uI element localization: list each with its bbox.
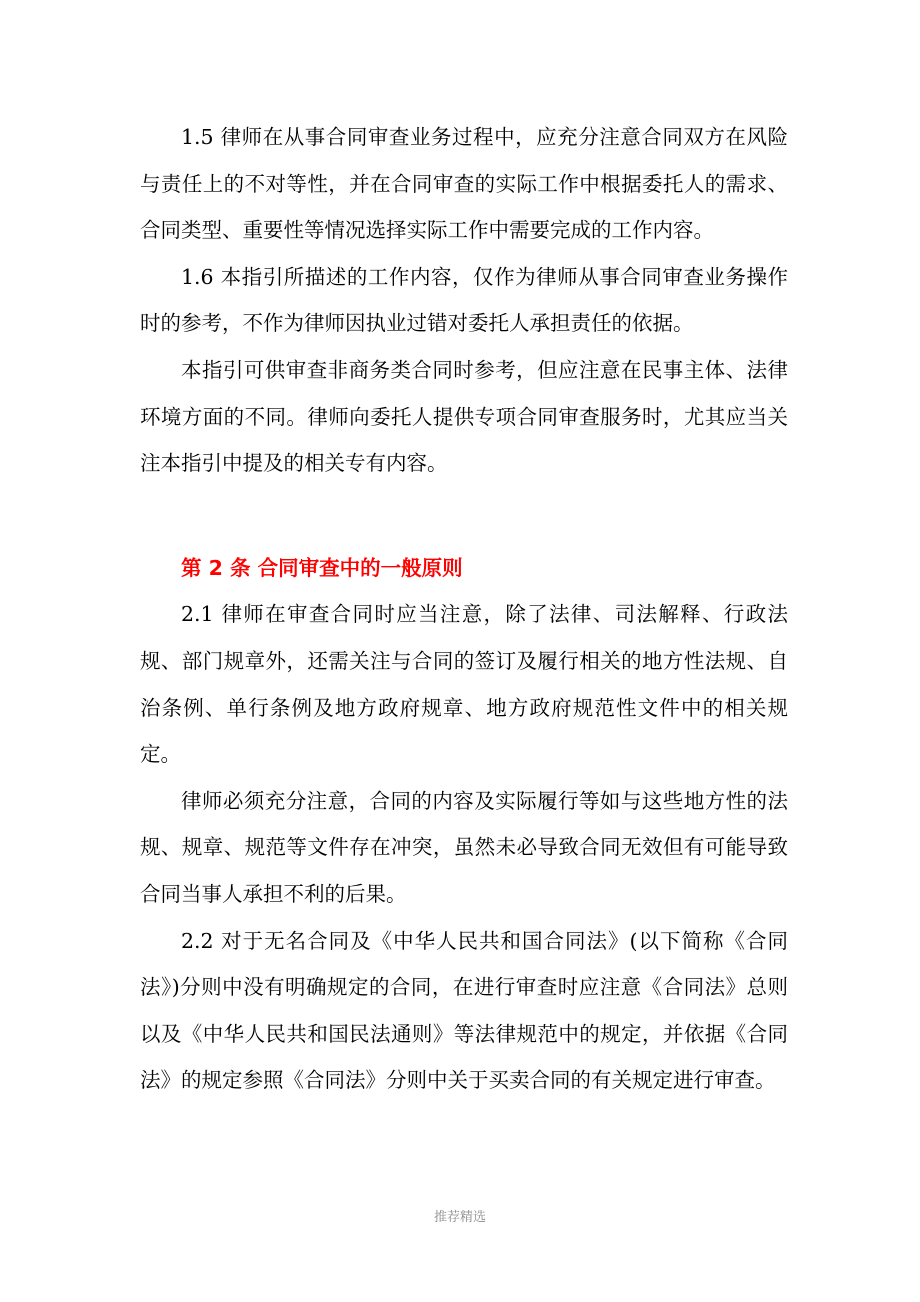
paragraph-1-5: 1.5 律师在从事合同审查业务过程中，应充分注意合同双方在风险与责任上的不对等性，并在合同审查的实际工作中根据委托人的需求、合同类型、重要性等情况选择实际工作中需要完成的工作内容。	[140, 125, 788, 243]
paragraph-local-regulations-note: 律师必须充分注意，合同的内容及实际履行等如与这些地方性的法规、规章、规范等文件存在冲突，虽然未必导致合同无效但有可能导致合同当事人承担不利的后果。	[140, 788, 788, 906]
document-body	[140, 114, 788, 1104]
paragraph-2-2: 2.2 对于无名合同及《中华人民共和国合同法》(以下简称《合同法》)分则中没有明确规定的合同，在进行审查时应注意《合同法》总则以及《中华人民共和国民法通则》等法律规范中的规定，并依据《合同法》的规定参照《合同法》分则中关于买卖合同的有关规定进行审查。	[140, 928, 788, 1093]
section-heading-article-2: 第 2 条 合同审查中的一般原则	[181, 555, 463, 580]
paragraph-1-6: 1.6 本指引所描述的工作内容，仅作为律师从事合同审查业务操作时的参考，不作为律师因执业过错对委托人承担责任的依据。	[140, 264, 788, 336]
paragraph-2-1: 2.1 律师在审查合同时应当注意，除了法律、司法解释、行政法规、部门规章外，还需关注与合同的签订及履行相关的地方性法规、自治条例、单行条例及地方政府规章、地方政府规范性文件中的相关规定。	[140, 602, 788, 767]
page-footer: 推荐精选	[433, 1210, 486, 1225]
paragraph-scope-note: 本指引可供审查非商务类合同时参考，但应注意在民事主体、法律环境方面的不同。律师向委托人提供专项合同审查服务时，尤其应当关注本指引中提及的相关专有内容。	[140, 357, 788, 476]
